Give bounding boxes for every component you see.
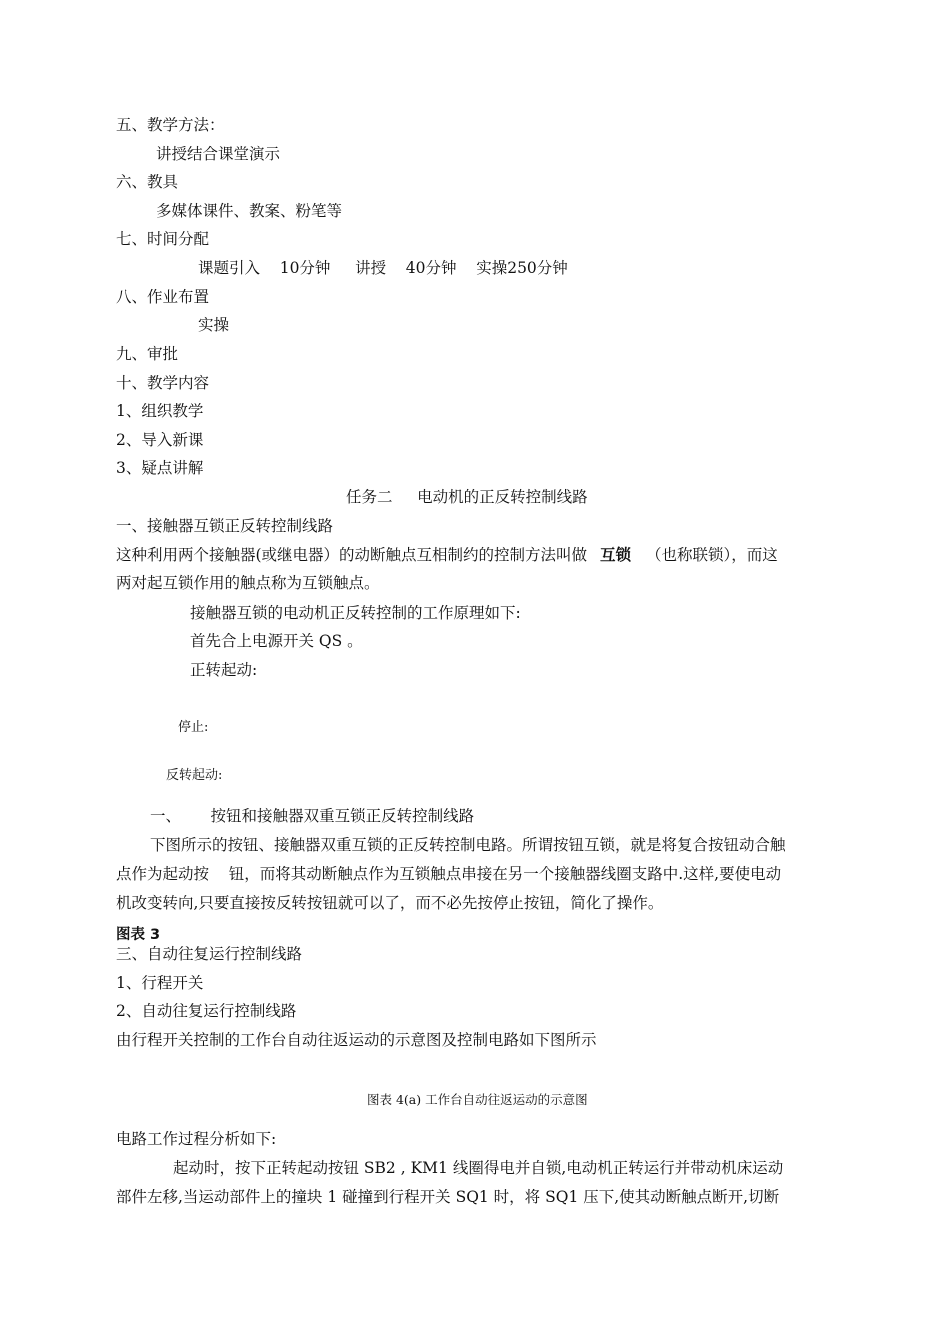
section-10-title: 十、教学内容 — [116, 374, 210, 392]
section-6-body: 多媒体课件、教案、粉笔等 — [156, 202, 343, 220]
part2-paragraph-line2: 点作为起动按 钮，而将其动断触点作为互锁触点串接在另一个接触器线圈支路中.这样,要使电动 — [116, 865, 782, 883]
part3-item-1: 1、行程开关 — [116, 974, 204, 992]
part2-paragraph-line1: 下图所示的按钮、接触器双重互锁的正反转控制电路。所谓按钮互锁，就是将复合按钮动合触 — [150, 836, 786, 854]
part2-title: 一、 按钮和接触器双重互锁正反转控制线路 — [150, 807, 475, 825]
content-item-1: 1、组织教学 — [116, 402, 204, 420]
stop-label: 停止: — [178, 720, 209, 735]
part1-text-b: （也称联锁），而这 — [645, 546, 778, 564]
content-item-3: 3、疑点讲解 — [116, 459, 204, 477]
section-8-title: 八、作业布置 — [116, 288, 210, 306]
section-6-title: 六、教具 — [116, 173, 179, 191]
part3-title: 三、自动往复运行控制线路 — [116, 945, 303, 963]
reverse-start-label: 反转起动: — [166, 768, 223, 783]
analysis-line2: 部件左移,当运动部件上的撞块 1 碰撞到行程开关 SQ1 时，将 SQ1 压下,使其动断触点断开,切断 — [116, 1188, 780, 1206]
task-title: 任务二 电动机的正反转控制线路 — [346, 488, 588, 506]
section-7-body: 课题引入 10分钟 讲授 40分钟 实操250分钟 — [198, 259, 568, 277]
part1-text-a: 这种利用两个接触器(或继电器）的动断触点互相制约的控制方法叫做 — [116, 546, 588, 564]
step-close-qs: 首先合上电源开关 QS 。 — [190, 632, 363, 650]
figure-3-caption: 图表 3 — [116, 927, 161, 943]
section-7-title: 七、时间分配 — [116, 230, 210, 248]
part3-description: 由行程开关控制的工作台自动往返运动的示意图及控制电路如下图所示 — [116, 1031, 597, 1049]
content-item-2: 2、导入新课 — [116, 431, 204, 449]
analysis-line1: 起动时，按下正转起动按钮 SB2 , KM1 线圈得电并自锁,电动机正转运行并带动机床运动 — [173, 1159, 784, 1177]
part3-item-2: 2、自动往复运行控制线路 — [116, 1002, 297, 1020]
part1-paragraph-line2: 两对起互锁作用的触点称为互锁触点。 — [116, 574, 380, 592]
section-8-body: 实操 — [198, 316, 230, 334]
part1-paragraph-line1 — [116, 545, 778, 565]
analysis-title: 电路工作过程分析如下: — [116, 1130, 277, 1148]
figure-4a-caption: 图表 4(a) 工作台自动往返运动的示意图 — [367, 1092, 588, 1107]
part1-title: 一、接触器互锁正反转控制线路 — [116, 517, 334, 535]
forward-start-label: 正转起动: — [190, 661, 258, 679]
section-5-title: 五、教学方法： — [116, 116, 225, 134]
part2-paragraph-line3: 机改变转向,只要直接按反转按钮就可以了，而不必先按停止按钮，简化了操作。 — [116, 894, 664, 912]
section-9-title: 九、审批 — [116, 345, 179, 363]
section-5-body: 讲授结合课堂演示 — [156, 145, 281, 163]
interlock-term: 互锁 — [600, 546, 632, 564]
principle-line: 接触器互锁的电动机正反转控制的工作原理如下: — [190, 604, 521, 622]
